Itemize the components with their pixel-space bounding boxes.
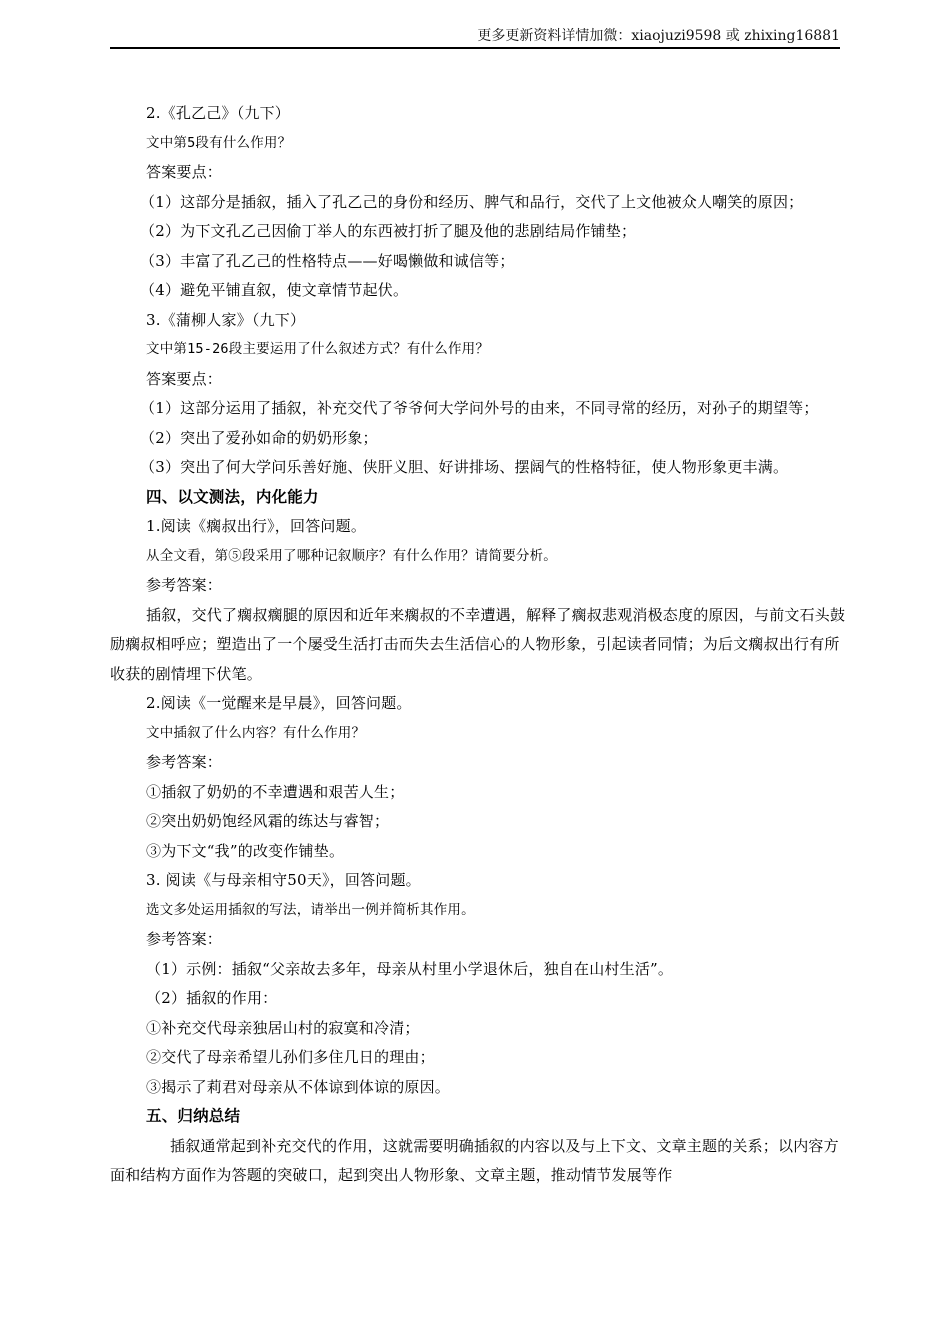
section-heading-4: 四、以文测法，内化能力 (146, 487, 319, 506)
question-text: 文中第5段有什么作用？ (146, 134, 292, 151)
section-heading-5: 五、归纳总结 (146, 1107, 241, 1125)
answer-point: ③为下文“我”的改变作铺垫。 (146, 841, 345, 860)
answer-point: （3）突出了何大学问乐善好施、侠肝义胆、好讲排场、摆阔气的性格特征，使人物形象更丰满。 (140, 458, 789, 476)
answer-point: （2）突出了爱孙如命的奶奶形象； (140, 428, 378, 447)
exercise-title: 1.阅读《瘸叔出行》，回答问题。 (146, 517, 367, 535)
question-text: 从全文看，第⑤段采用了哪种记叙顺序？有什么作用？请简要分析。 (146, 547, 557, 564)
answer-point: （4）避免平铺直叙，使文章情节起伏。 (140, 281, 409, 299)
answer-point: （2）插叙的作用： (146, 989, 278, 1007)
answer-label: 答案要点： (146, 163, 223, 181)
answer-label: 答案要点： (146, 369, 223, 388)
answer-paragraph: 插叙，交代了瘸叔瘸腿的原因和近年来瘸叔的不幸遭遇，解释了瘸叔悲观消极态度的原因，与前文石头鼓励瘸叔相呼应；塑造出了一个屡受生活打击而失去生活信心的人物形象，引起读者同情；为后文瘸叔出行有所收获的剧情埋下伏笔。 (110, 605, 846, 683)
answer-point: ②交代了母亲希望儿孙们多住几日的理由； (146, 1048, 435, 1066)
answer-point: （1）这部分是插叙，插入了孔乙己的身份和经历、脾气和品行，交代了上文他被众人嘲笑的原因； (140, 192, 804, 211)
exercise-title: 3. 阅读《与母亲相守50天》，回答问题。 (146, 871, 421, 889)
answer-point: ①补充交代母亲独居山村的寂寞和冷清； (146, 1018, 420, 1037)
answer-point: ①插叙了奶奶的不幸遭遇和艰苦人生； (146, 782, 405, 801)
question-text: 选文多处运用插叙的写法，请举出一例并简析其作用。 (146, 901, 475, 918)
exercise-title: 2.阅读《一觉醒来是早晨》，回答问题。 (146, 694, 412, 712)
section-title-puliurenjia: 3.《蒲柳人家》（九下） (146, 310, 306, 329)
page-header: 更多更新资料详情加微：xiaojuzi9598 或 zhixing16881 (477, 28, 840, 44)
answer-point: ③揭示了莉君对母亲从不体谅到体谅的原因。 (146, 1077, 451, 1096)
section-title-kongyiji: 2.《孔乙己》（九下） (146, 104, 291, 122)
header-divider (110, 47, 840, 49)
question-text: 文中第15-26段主要运用了什么叙述方式？有什么作用？ (146, 341, 490, 357)
answer-point: ②突出奶奶饱经风霜的练达与睿智； (146, 812, 390, 830)
answer-label: 参考答案： (146, 576, 223, 594)
answer-point: （3）丰富了孔乙己的性格特点——好喝懒做和诚信等； (140, 251, 515, 270)
answer-point: （1）示例：插叙“父亲故去多年，母亲从村里小学退休后，独自在山村生活”。 (146, 959, 674, 978)
answer-point: （1）这部分运用了插叙，补充交代了爷爷何大学问外号的由来，不同寻常的经历，对孙子的期望等； (140, 399, 819, 417)
answer-point: （2）为下文孔乙己因偷丁举人的东西被打折了腿及他的悲剧结局作铺垫； (140, 222, 637, 240)
answer-label: 参考答案： (146, 930, 223, 948)
document-body (110, 99, 850, 1191)
summary-paragraph: 插叙通常起到补充交代的作用，这就需要明确插叙的内容以及与上下文、文章主题的关系；以内容方面和结构方面作为答题的突破口，起到突出人物形象、文章主题，推动情节发展等作 (110, 1136, 839, 1184)
question-text: 文中插叙了什么内容？有什么作用？ (146, 724, 366, 741)
answer-label: 参考答案： (146, 753, 223, 771)
